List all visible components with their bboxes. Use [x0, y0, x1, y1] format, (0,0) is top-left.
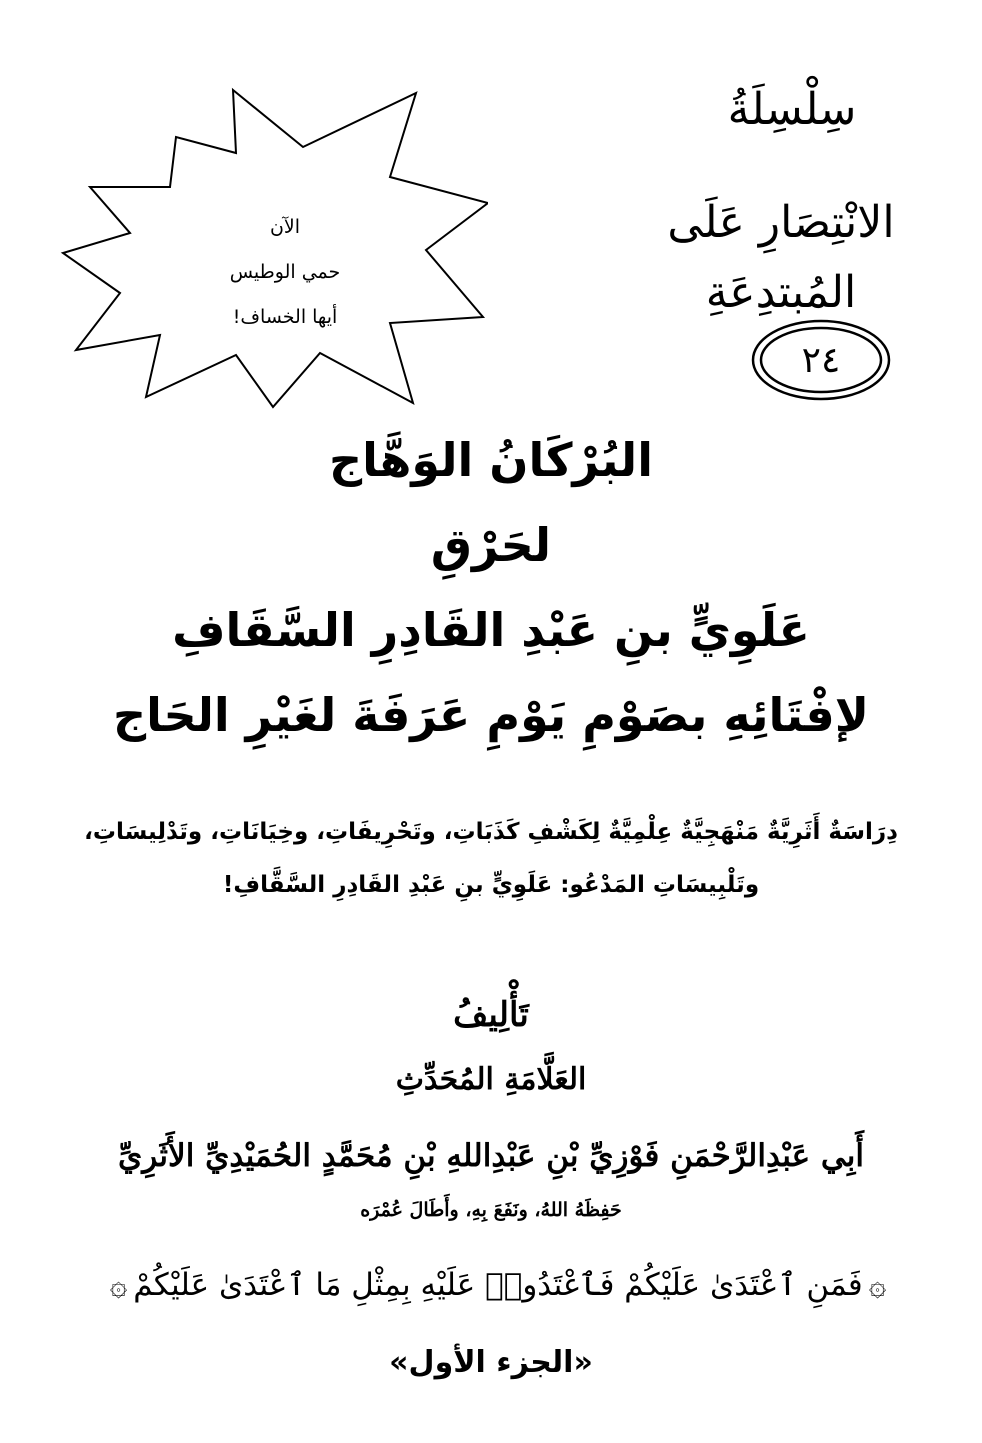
verse-text: فَمَنِ ٱعْتَدَىٰ عَلَيْكُمْ فَٱعْتَدُوا۟ عَلَيْهِ بِمِثْلِ مَا ٱعْتَدَىٰ عَلَيْكُمْ	[133, 1267, 863, 1303]
main-title-line-3: عَلَوِيٍّ بنِ عَبْدِ القَادِرِ السَّقَافِ	[172, 603, 810, 657]
author-label: تَأْلِيفُ	[453, 995, 529, 1035]
quran-verse	[109, 1250, 887, 1320]
starburst-line-3: أيها الخساف!	[232, 306, 338, 328]
subtitle-line-2: وتَلْبِيسَاتِ المَدْعُو: عَلَوِيٍّ بنِ عَبْدِ القَادِرِ السَّقَّافِ!	[222, 872, 760, 898]
verse-ornament-right-icon: ۞	[868, 1267, 887, 1303]
starburst-text	[185, 205, 385, 340]
part-label: «الجزء الأول»	[389, 1345, 593, 1380]
main-title-line-2: لحَرْقِ	[430, 518, 552, 572]
author-title: العَلَّامَةِ المُحَدِّثِ	[395, 1062, 587, 1097]
series-number: ٢٤	[801, 339, 841, 381]
subtitle-line-1: دِرَاسَةٌ أَثَرِيَّةٌ مَنْهَجِيَّةٌ عِلْمِيَّةٌ لِكَشْفِ كَذَبَاتِ، وتَحْرِيفَاتِ، وخِيَانَاتِ، وتَدْلِيسَاتِ،	[84, 819, 898, 845]
series-label: سِلْسِلَةُ	[727, 84, 857, 135]
starburst-line-1: الآن	[269, 216, 301, 238]
author-name: أَبِي عَبْدِالرَّحْمَنِ فَوْزِيِّ بْنِ عَبْدِاللهِ بْنِ مُحَمَّدٍ الحُمَيْدِيِّ الأَثَرِيِّ	[118, 1138, 864, 1174]
starburst-line-2: حمي الوطيس	[229, 261, 341, 283]
author-prayer: حَفِظَهُ اللهُ، ونَفَعَ بِهِ، وأَطَالَ عُمْرَه	[360, 1199, 622, 1221]
main-title-line-1: البُرْكَانُ الوَهَّاج	[329, 433, 653, 487]
verse-ornament-left-icon: ۞	[109, 1267, 128, 1303]
series-name: الانْتِصَارِ عَلَى المُبتدِعَةِ	[667, 197, 895, 318]
main-title-line-4: لإفْتَائِهِ بصَوْمِ يَوْمِ عَرَفَةَ لغَيْرِ الحَاج	[113, 688, 869, 742]
